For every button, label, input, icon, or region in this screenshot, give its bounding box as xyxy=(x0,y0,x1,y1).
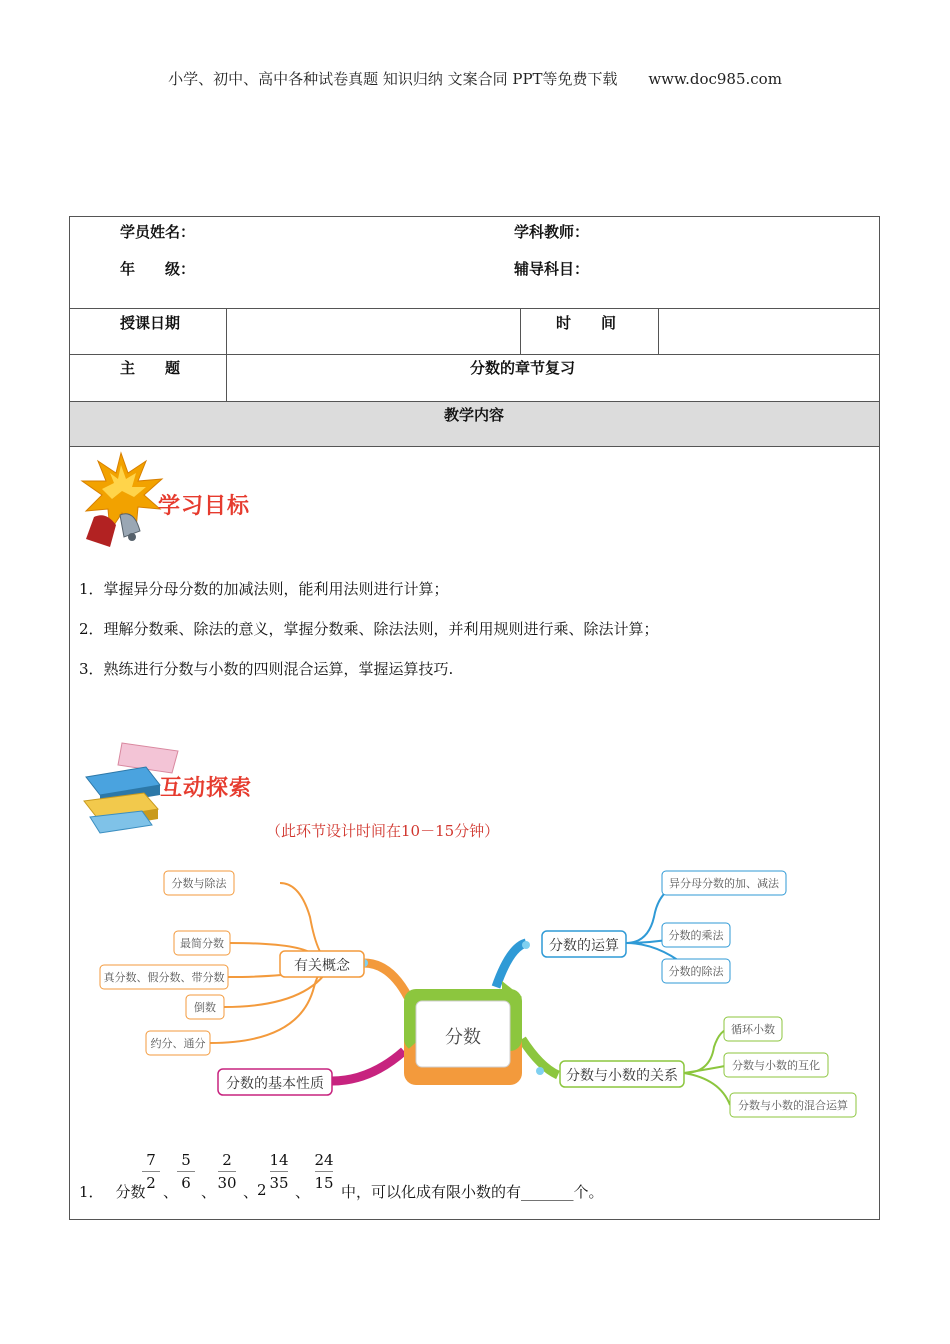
mindmap-node-dot xyxy=(536,1067,544,1075)
svg-text:倒数: 倒数 xyxy=(194,1001,216,1014)
fraction: 5 6 xyxy=(171,1151,201,1192)
separator: 、 xyxy=(163,1183,179,1201)
branch-node-operations xyxy=(542,931,626,957)
svg-text:分数与小数的关系: 分数与小数的关系 xyxy=(566,1068,678,1084)
mindmap-link xyxy=(684,1073,730,1105)
mindmap xyxy=(70,857,879,1127)
objective-item: 3．熟练进行分数与小数的四则混合运算，掌握运算技巧. xyxy=(79,660,454,678)
leaf-node xyxy=(100,965,228,989)
leaf-node xyxy=(164,871,234,895)
branch-node-relation xyxy=(560,1061,684,1087)
question-1 xyxy=(79,1181,604,1202)
fraction: 7 2 xyxy=(136,1151,166,1192)
leaf-node xyxy=(662,959,730,983)
mindmap-main-link xyxy=(496,943,526,987)
maple-bell-icon xyxy=(76,451,166,551)
topic-value: 分数的章节复习 xyxy=(470,359,576,377)
page-header xyxy=(0,68,950,89)
leaf-node xyxy=(724,1053,828,1077)
fraction: 14 35 xyxy=(269,1151,289,1192)
student-name-label: 学员姓名： xyxy=(120,223,196,241)
separator: 、 xyxy=(201,1183,217,1201)
branch-node-concepts xyxy=(280,951,364,977)
svg-text:分数的运算: 分数的运算 xyxy=(549,938,619,954)
mixed-whole: 2 xyxy=(257,1181,267,1199)
header-url[interactable]: www.doc985.com xyxy=(648,70,782,88)
header-banner: 小学、初中、高中各种试卷真题 知识归纳 文案合同 PPT等免费下载 xyxy=(168,70,618,88)
svg-text:异分母分数的加、减法: 异分母分数的加、减法 xyxy=(669,877,779,890)
col-divider xyxy=(658,308,659,354)
goals-badge-text: 学习目标 xyxy=(158,494,251,519)
svg-text:分数的乘法: 分数的乘法 xyxy=(668,929,724,942)
mindmap-main-link xyxy=(332,1051,404,1081)
svg-text:分数与小数的混合运算: 分数与小数的混合运算 xyxy=(738,1099,848,1112)
row-divider xyxy=(70,401,879,402)
subject-label: 辅导科目： xyxy=(514,260,590,278)
question-suffix: 中，可以化成有限小数的有_______个。 xyxy=(341,1183,604,1201)
date-label: 授课日期 xyxy=(120,314,181,332)
row-divider xyxy=(70,354,879,355)
svg-text:分数与除法: 分数与除法 xyxy=(171,877,227,890)
mindmap-main-link xyxy=(364,963,408,997)
svg-text:分数的除法: 分数的除法 xyxy=(668,965,724,978)
col-divider xyxy=(520,308,521,354)
mindmap-node-dot xyxy=(522,941,530,949)
leaf-node xyxy=(724,1017,782,1041)
explore-badge-text: 互动探索 xyxy=(160,776,253,801)
leaf-node xyxy=(730,1093,856,1117)
mindmap-link xyxy=(684,1065,730,1073)
row-divider xyxy=(70,446,879,447)
separator: 、 xyxy=(243,1183,259,1201)
separator: 、 xyxy=(295,1183,311,1201)
content-label: 教学内容 xyxy=(444,406,505,424)
svg-text:分数与小数的互化: 分数与小数的互化 xyxy=(732,1059,820,1072)
question-number: 1． xyxy=(79,1183,104,1201)
svg-text:约分、通分: 约分、通分 xyxy=(150,1037,206,1050)
time-note: （此环节设计时间在10－15分钟） xyxy=(266,822,500,840)
leaf-node xyxy=(186,995,224,1019)
svg-text:真分数、假分数、带分数: 真分数、假分数、带分数 xyxy=(103,971,225,984)
grade-label: 年 级： xyxy=(120,260,196,278)
lesson-table xyxy=(69,216,880,1220)
leaf-node xyxy=(146,1031,210,1055)
leaf-node xyxy=(174,931,230,955)
branch-node-basic-property xyxy=(218,1069,332,1095)
fraction: 2 30 xyxy=(217,1151,237,1192)
row-divider xyxy=(70,308,879,309)
svg-text:最简分数: 最简分数 xyxy=(180,937,224,950)
time-label: 时 间 xyxy=(556,314,617,332)
teacher-label: 学科教师： xyxy=(514,223,590,241)
fraction: 24 15 xyxy=(314,1151,334,1192)
question-prefix: 分数 xyxy=(115,1183,146,1201)
leaf-node xyxy=(662,923,730,947)
mindmap-center-label: 分数 xyxy=(445,1027,481,1048)
objective-item: 1．掌握异分母分数的加减法则，能利用法则进行计算； xyxy=(79,580,449,598)
svg-text:循环小数: 循环小数 xyxy=(731,1023,775,1036)
leaf-node xyxy=(662,871,786,895)
svg-text:分数的基本性质: 分数的基本性质 xyxy=(226,1076,324,1092)
topic-label: 主 题 xyxy=(120,359,181,377)
col-divider xyxy=(226,308,227,401)
svg-text:有关概念: 有关概念 xyxy=(294,958,350,974)
mindmap-center-node xyxy=(404,981,522,1085)
objective-item: 2．理解分数乘、除法的意义，掌握分数乘、除法法则，并利用规则进行乘、除法计算； xyxy=(79,620,659,638)
